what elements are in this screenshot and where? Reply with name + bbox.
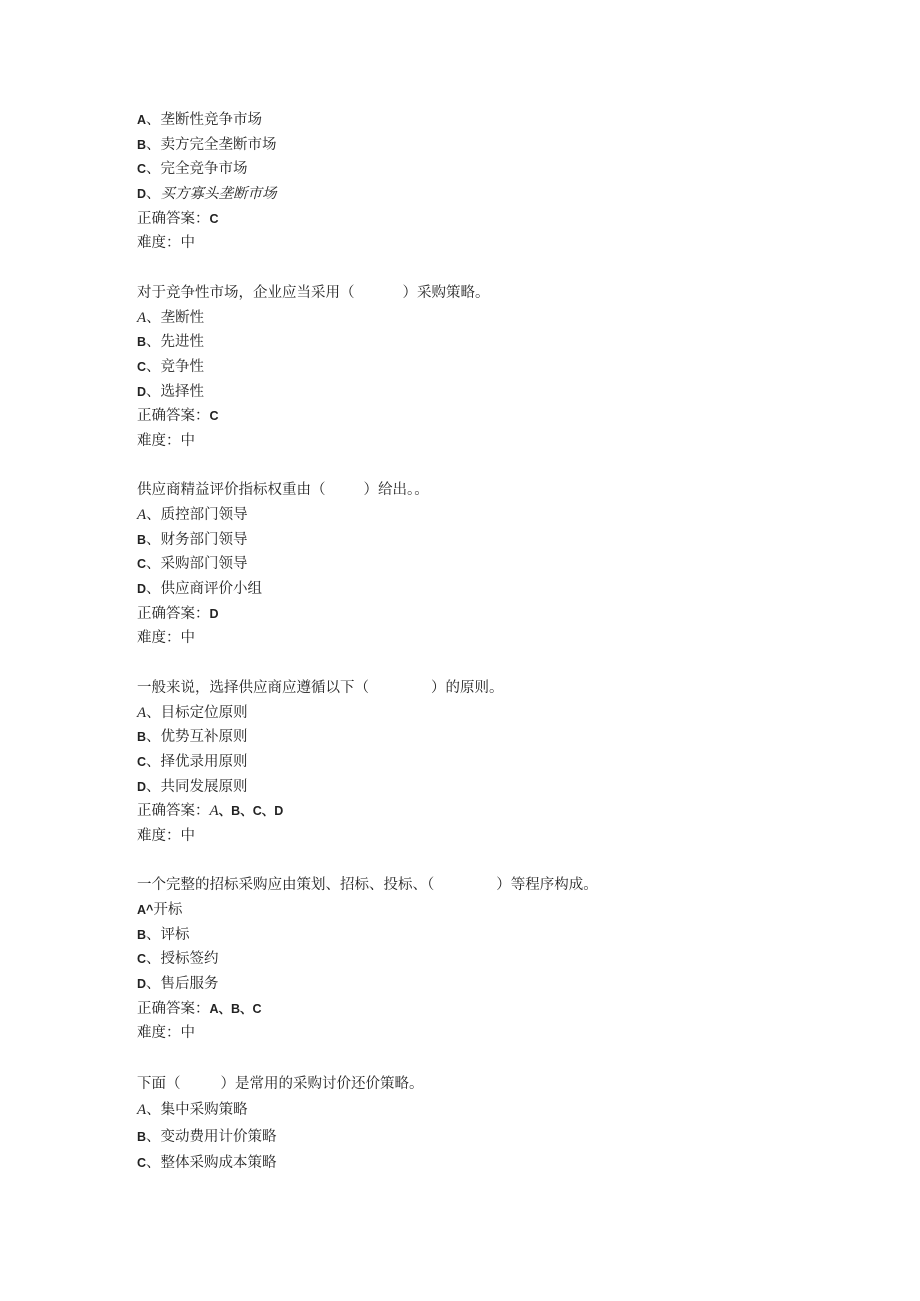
option-c: C、择优录用原则 (137, 753, 248, 770)
question-text: 一个完整的招标采购应由策划、招标、投标、（ ）等程序构成。 (137, 877, 598, 894)
option-c: C、授标签约 (137, 951, 219, 968)
difficulty: 难度：中 (137, 1025, 195, 1042)
correct-answer: 正确答案：A、B、C、D (137, 803, 284, 820)
difficulty: 难度：中 (137, 630, 195, 647)
correct-answer: 正确答案：C (137, 210, 219, 227)
option-d: D、共同发展原则 (137, 778, 248, 795)
option-d: D、供应商评价小组 (137, 581, 263, 598)
option-a: A、垄断性 (137, 309, 205, 326)
difficulty: 难度：中 (137, 827, 195, 844)
question-text: 一般来说，选择供应商应遵循以下（ ）的原则。 (137, 679, 504, 696)
option-b: B、先进性 (137, 334, 205, 351)
option-d: D、买方寡头垄断市场 (137, 186, 277, 203)
option-b: B、评标 (137, 926, 190, 943)
spacer (137, 454, 837, 479)
spacer (137, 651, 837, 676)
spacer (137, 256, 837, 281)
option-b: B、卖方完全垄断市场 (137, 136, 277, 153)
option-c: C、完全竞争市场 (137, 161, 248, 178)
correct-answer: 正确答案：C (137, 408, 219, 425)
question-text: 下面（ ）是常用的采购讨价还价策略。 (137, 1075, 424, 1092)
option-c: C、采购部门领导 (137, 556, 248, 573)
spacer (137, 1046, 837, 1071)
option-a: A、集中采购策略 (137, 1102, 248, 1119)
option-c: C、竞争性 (137, 358, 205, 375)
option-b: B、变动费用计价策略 (137, 1128, 277, 1145)
question-text: 供应商精益评价指标权重由（ ）给出。。 (137, 482, 429, 499)
difficulty: 难度：中 (137, 432, 195, 449)
option-d: D、选择性 (137, 383, 205, 400)
question-text: 对于竞争性市场，企业应当采用（ ）采购策略。 (137, 284, 490, 301)
correct-answer: 正确答案：D (137, 605, 219, 622)
difficulty: 难度：中 (137, 235, 195, 252)
option-a: A、质控部门领导 (137, 507, 248, 523)
option-a: A、垄断性竞争市场 (137, 112, 263, 128)
option-a: A^开标 (137, 902, 183, 918)
option-b: B、财务部门领导 (137, 531, 248, 548)
option-a: A、目标定位原则 (137, 704, 248, 721)
option-c: C、整体采购成本策略 (137, 1155, 277, 1172)
option-d: D、售后服务 (137, 976, 219, 993)
correct-answer: 正确答案：A、B、C (137, 1000, 262, 1017)
option-b: B、优势互补原则 (137, 729, 248, 746)
document-page (137, 108, 837, 1177)
spacer (137, 849, 837, 874)
